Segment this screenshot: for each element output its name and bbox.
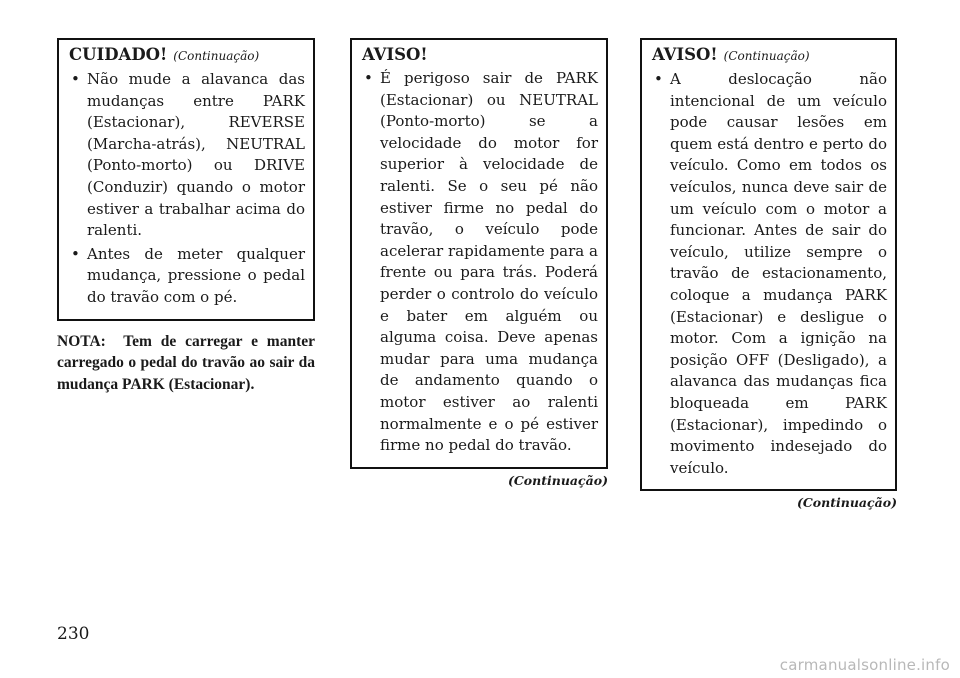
warning-1-title: AVISO! [362, 45, 428, 64]
warning-2-continuation-tag: (Continuação) [723, 49, 810, 63]
column-1 [57, 38, 319, 395]
warning-1-bullet-1: • É perigoso sair de PARK (Estacionar) ou NEUTRAL (Ponto-morto) se a velocidade do motor for superior à velocidade de ralenti. Se o seu pé não estiver firme no pedal do travão, o veículo pode acelerar rapidamente para a frente ou para trás. Poderá perder o controlo do veículo e bater em alguém ou alguma coisa. Deve apenas mudar para uma mudança de andamento quando o motor estiver ao ralenti normalmente e o pé estiver firme no pedal do travão. [362, 68, 598, 457]
warning-box-1-heading [362, 45, 598, 65]
caution-bullet-2: • Antes de meter qualquer mudança, pressione o pedal do travão com o pé. [69, 244, 305, 309]
warning-box-1 [350, 38, 608, 469]
warning-1-bullet-list [362, 68, 598, 457]
continued-label-2: (Continuação) [507, 472, 608, 488]
warning-box-2-heading [652, 45, 887, 66]
caution-bullet-list [69, 69, 305, 309]
note-paragraph: NOTA: Tem de carregar e manter carregado o pedal do travão ao sair da mudança PARK (Estacionar). [57, 332, 319, 393]
warning-2-bullet-list [652, 69, 887, 479]
warning-box-2 [640, 38, 897, 491]
page-number: 230 [57, 624, 90, 644]
caution-title: CUIDADO! [69, 45, 168, 64]
site-watermark: carmanualsonline.info [779, 656, 950, 674]
column-3 [640, 38, 897, 510]
warning-2-title: AVISO! [652, 45, 718, 64]
caution-box-heading [69, 45, 305, 66]
caution-continuation-tag: (Continuação) [173, 49, 260, 63]
caution-bullet-1: • Não mude a alavanca das mudanças entre PARK (Estacionar), REVERSE (Marcha-atrás), NEUTRAL (Ponto-morto) ou DRIVE (Conduzir) quando o motor estiver a trabalhar acima do ralenti. [69, 69, 305, 242]
caution-box [57, 38, 315, 321]
continued-label-3: (Continuação) [796, 495, 897, 511]
warning-2-bullet-1: • A deslocação não intencional de um veículo pode causar lesões em quem está dentro e perto do veículo. Como em todos os veículos, nunca deve sair de um veículo com o motor a funcionar. Antes de sair do veículo, utilize sempre o travão de estacionamento, coloque a mudança PARK (Estacionar) e desligue o motor. Com a ignição na posição OFF (Desligado), a alavanca das mudanças fica bloqueada em PARK (Estacionar), impedindo o movimento indesejado do veículo. [652, 69, 887, 479]
column-2 [350, 38, 608, 488]
